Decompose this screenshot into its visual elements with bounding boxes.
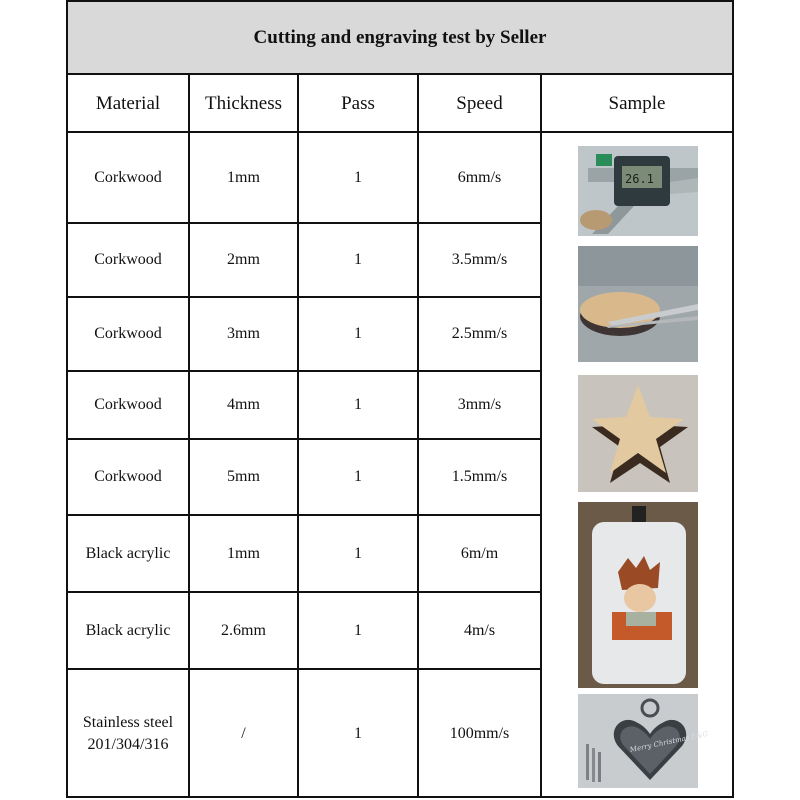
cell-speed: 1.5mm/s	[451, 468, 508, 485]
header-pass: Pass	[341, 93, 375, 114]
cell-speed: 6m/m	[460, 544, 499, 562]
svg-text:Merry Christmas E&G: Merry Christmas E&G	[629, 729, 709, 755]
cell-thickness: 2mm	[227, 251, 260, 268]
cell-material: Corkwood	[94, 468, 162, 485]
header-thickness: Thickness	[204, 93, 283, 114]
cell-material: Corkwood	[94, 325, 162, 342]
cell-material: Corkwood	[94, 168, 162, 186]
cell-speed: 100mm/s	[449, 725, 510, 742]
anime-dog-tag-photo	[578, 502, 698, 688]
col-divider	[540, 75, 542, 798]
cell-material: Black acrylic	[85, 544, 171, 562]
header-sample: Sample	[608, 93, 666, 114]
svg-text:26.1: 26.1	[625, 172, 654, 186]
cell-speed: 4m/s	[463, 621, 496, 639]
cell-thickness: 3mm	[227, 325, 260, 342]
table-title: Cutting and engraving test by Seller	[68, 2, 732, 75]
cell-pass: 1	[354, 396, 362, 413]
cell-pass: 1	[354, 468, 362, 485]
engraved-heart-tag-photo	[578, 694, 709, 788]
cell-pass: 1	[354, 168, 362, 186]
cell-pass: 1	[354, 544, 362, 562]
cell-thickness: 4mm	[227, 396, 260, 413]
header-material: Material	[95, 93, 161, 114]
cell-thickness: /	[241, 725, 246, 742]
cell-speed: 2.5mm/s	[451, 325, 508, 342]
cell-thickness: 5mm	[227, 468, 260, 485]
cell-material: Black acrylic	[85, 621, 171, 639]
caliper-measuring-photo	[578, 146, 698, 236]
cell-material: Stainless steel 201/304/316	[82, 714, 174, 753]
cell-material: Corkwood	[94, 396, 162, 413]
cell-speed: 3.5mm/s	[451, 251, 508, 268]
wooden-star-photo	[578, 375, 698, 492]
cell-speed: 3mm/s	[457, 396, 502, 413]
cell-thickness: 1mm	[227, 544, 260, 562]
cork-disc-photo	[578, 246, 698, 362]
cell-pass: 1	[354, 725, 362, 742]
cell-pass: 1	[354, 251, 362, 268]
cell-pass: 1	[354, 325, 362, 342]
cell-material: Corkwood	[94, 251, 162, 268]
spec-table	[66, 0, 734, 798]
cell-thickness: 2.6mm	[221, 621, 266, 639]
cell-speed: 6mm/s	[457, 168, 502, 186]
header-speed: Speed	[456, 93, 503, 114]
cell-pass: 1	[354, 621, 362, 639]
cell-thickness: 1mm	[227, 168, 260, 186]
